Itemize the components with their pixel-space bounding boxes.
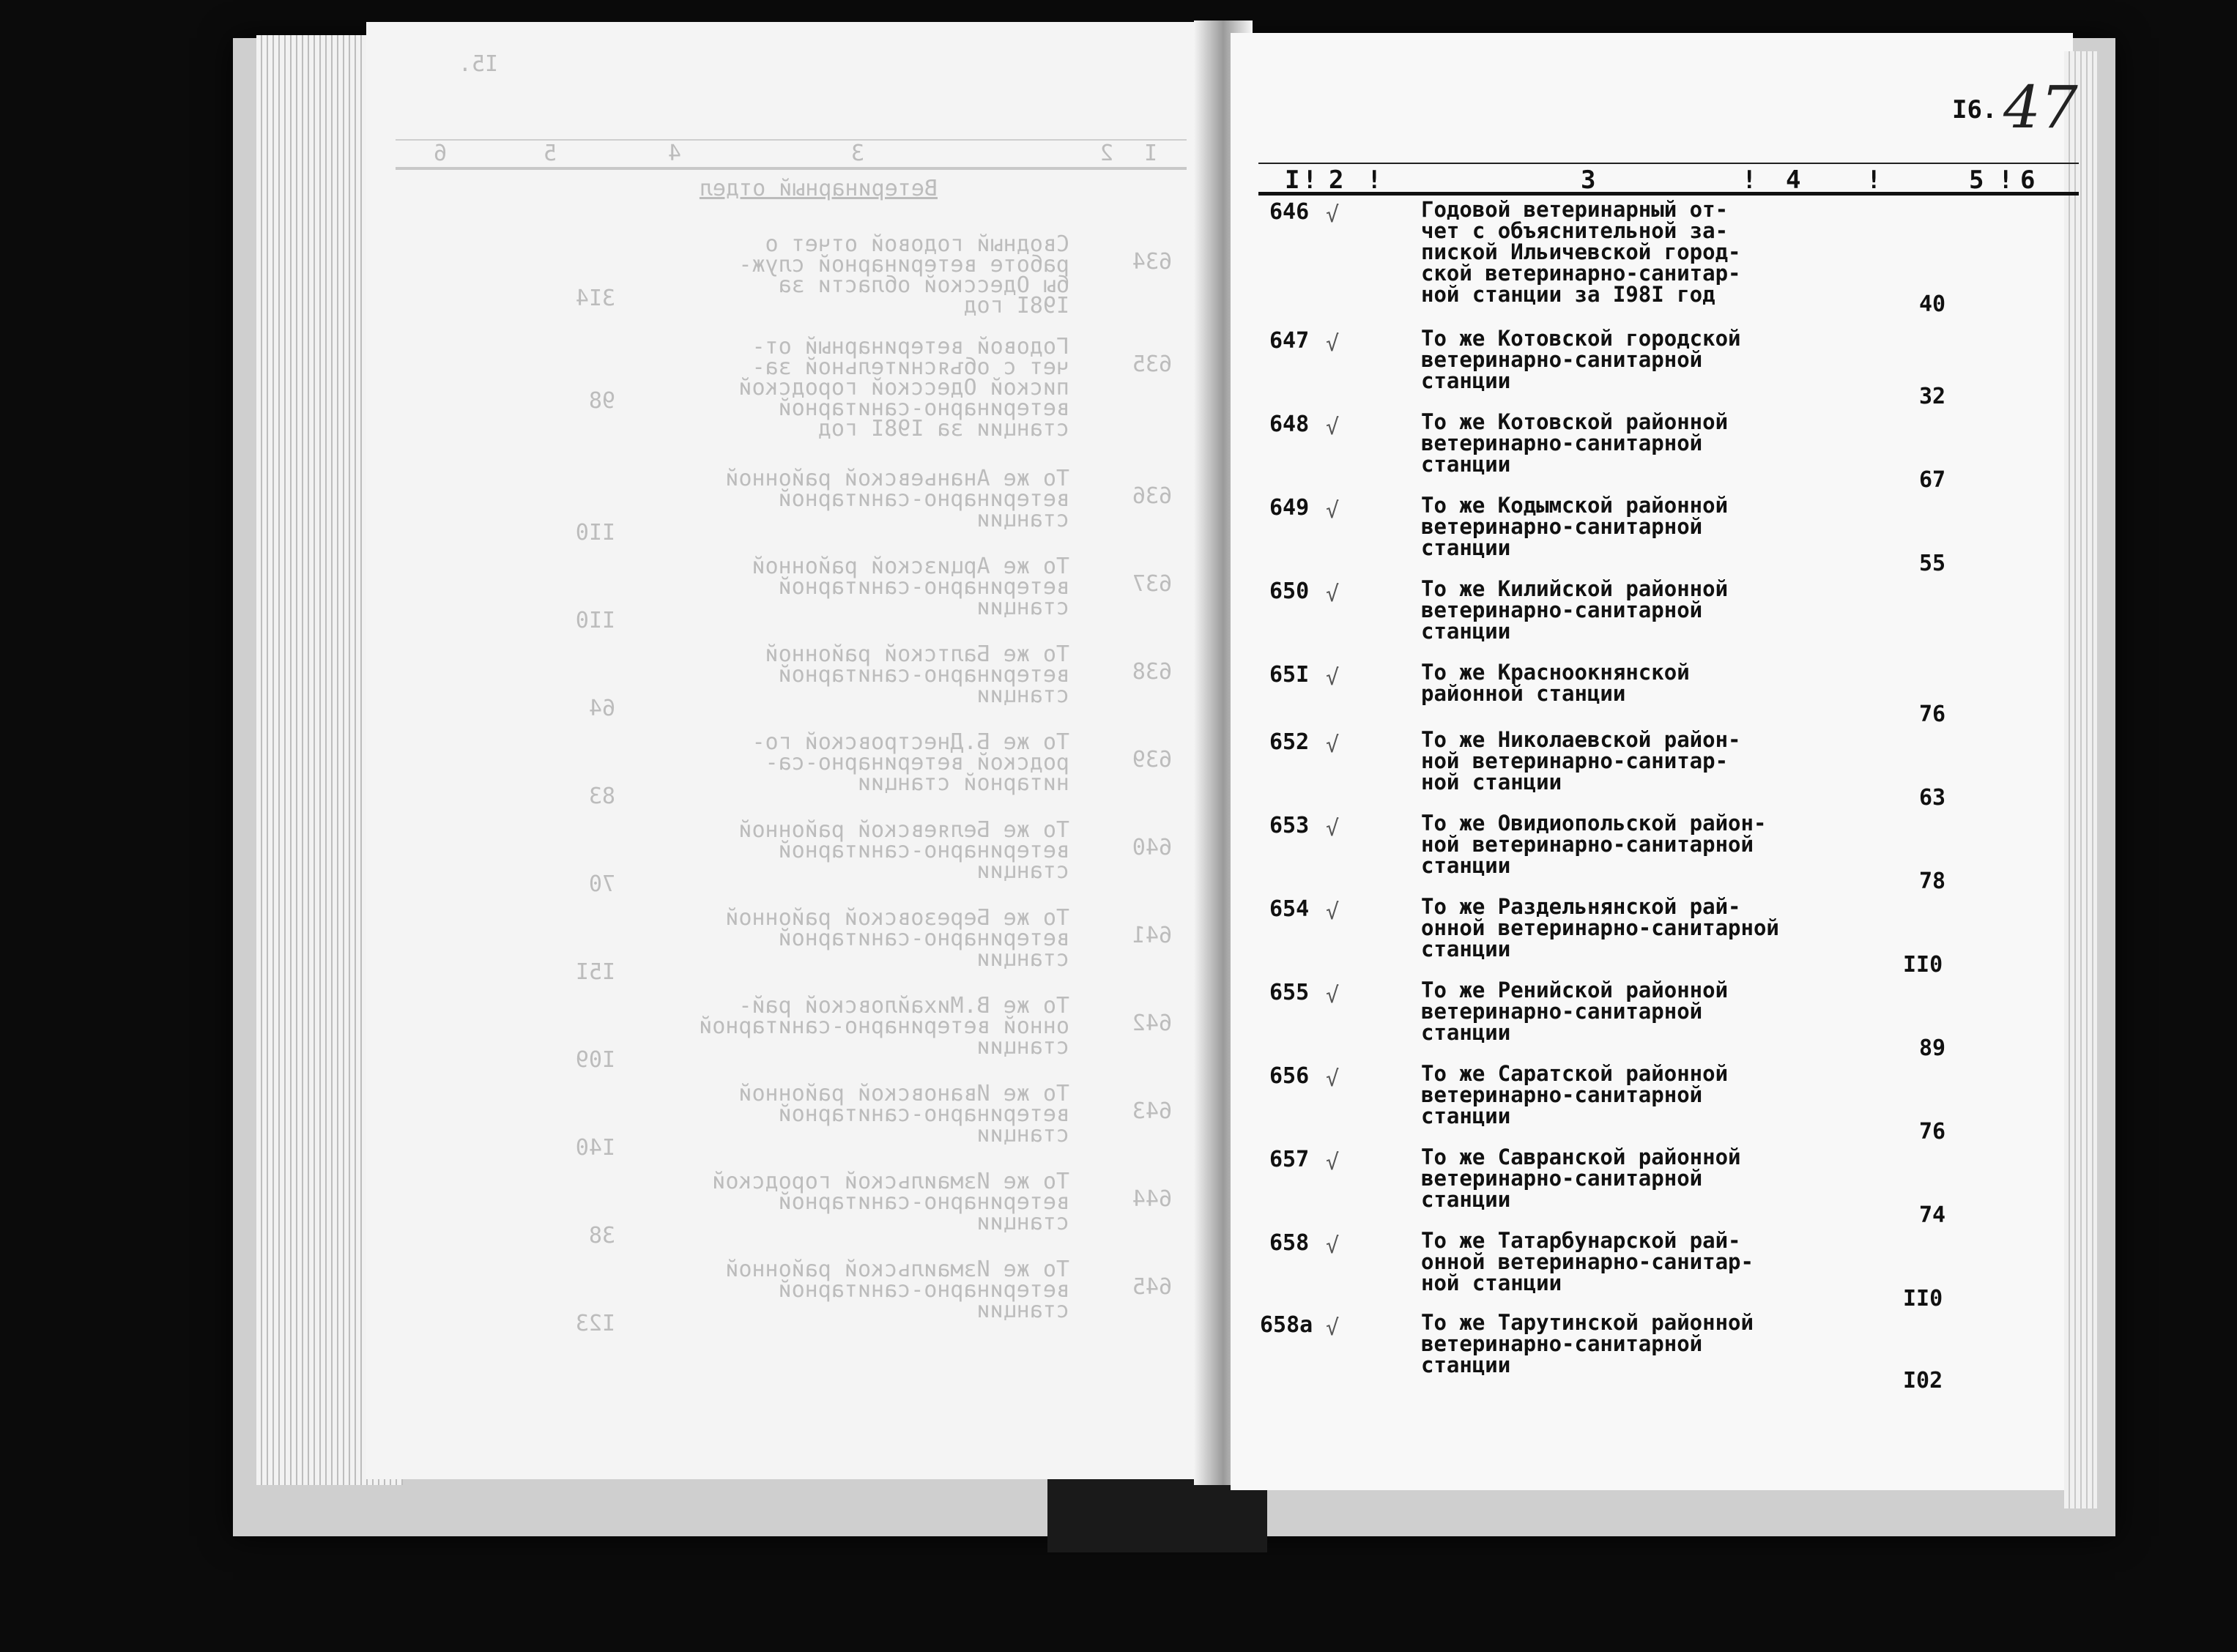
left-header-col: 4 bbox=[667, 141, 681, 166]
header-row: I ! 2 ! 3 ! 4 ! 5 ! 6 bbox=[1258, 163, 2079, 196]
left-page bbox=[366, 22, 1216, 1479]
left-entry-description: То же Арцизской районной ветеринарно-санитарной станции bbox=[752, 554, 1069, 620]
checkmark-icon: √ bbox=[1326, 1315, 1340, 1341]
entry-number: 646 bbox=[1269, 199, 1310, 225]
left-header-col: 5 bbox=[543, 141, 557, 166]
entry-sheet-count: 78 bbox=[1919, 868, 1946, 894]
entry-description: То же Тарутинской районной ветеринарно-санитарной станции bbox=[1421, 1310, 1754, 1377]
left-entry-number: 644 bbox=[1132, 1186, 1172, 1212]
entry-sheet-count: 32 bbox=[1919, 384, 1946, 409]
left-entry-number: 634 bbox=[1132, 249, 1172, 275]
checkmark-icon: √ bbox=[1326, 899, 1340, 925]
header-col-5: 5 bbox=[1969, 165, 1984, 195]
left-header-col: 6 bbox=[433, 141, 447, 166]
entry-sheet-count: II0 bbox=[1903, 952, 1943, 978]
checkmark-icon: √ bbox=[1326, 732, 1340, 758]
left-entry-sheet-count: 83 bbox=[588, 784, 615, 809]
checkmark-icon: √ bbox=[1326, 816, 1340, 841]
entry-description: То же Красноокнянской районной станции bbox=[1421, 660, 1690, 706]
checkmark-icon: √ bbox=[1326, 1066, 1340, 1092]
checkmark-icon: √ bbox=[1326, 665, 1340, 691]
left-folio: I5. bbox=[458, 51, 498, 77]
left-header-row bbox=[396, 139, 1187, 170]
left-entry-description: То же Измаильской районной ветеринарно-санитарной станции bbox=[725, 1257, 1069, 1323]
left-entry-number: 643 bbox=[1132, 1098, 1172, 1124]
left-entry-sheet-count: II0 bbox=[575, 608, 615, 633]
left-entry-sheet-count: 3I4 bbox=[575, 286, 615, 311]
folio-printed: I6. bbox=[1952, 95, 1997, 124]
checkmark-icon: √ bbox=[1326, 414, 1340, 440]
left-entry-description: То же Ивановской районной ветеринарно-санитарной станции bbox=[738, 1081, 1069, 1147]
left-entry-sheet-count: 70 bbox=[588, 871, 615, 897]
header-col-2: 2 bbox=[1329, 165, 1344, 195]
left-entry-sheet-count: I40 bbox=[575, 1135, 615, 1161]
checkmark-icon: √ bbox=[1326, 331, 1340, 357]
entry-description: То же Татарбунарской рай- онной ветеринарно-санитар- ной станции bbox=[1421, 1228, 1754, 1295]
left-entry-number: 635 bbox=[1132, 351, 1172, 377]
entry-number: 658 bbox=[1269, 1230, 1310, 1256]
left-header-col: 3 bbox=[850, 141, 864, 166]
entry-sheet-count: 74 bbox=[1919, 1202, 1946, 1228]
entry-description: То же Килийской районной ветеринарно-санитарной станции bbox=[1421, 576, 1729, 644]
left-entry-description: То же В.Михайловской рай- онной ветеринарно-санитарной станции bbox=[699, 993, 1069, 1060]
entry-sheet-count: 89 bbox=[1919, 1035, 1946, 1061]
header-col-4: 4 bbox=[1786, 165, 1801, 195]
entry-number: 649 bbox=[1269, 495, 1310, 521]
left-entry-sheet-count: I23 bbox=[575, 1311, 615, 1336]
entry-sheet-count: 55 bbox=[1919, 551, 1946, 576]
left-entry-sheet-count: 98 bbox=[588, 388, 615, 414]
left-entry-sheet-count: 38 bbox=[588, 1223, 615, 1249]
left-entry-number: 645 bbox=[1132, 1274, 1172, 1300]
entry-description: То же Саратской районной ветеринарно-санитарной станции bbox=[1421, 1061, 1729, 1128]
entry-number: 65I bbox=[1269, 662, 1310, 688]
left-page-bleedthrough bbox=[366, 22, 1216, 1479]
entry-sheet-count: 76 bbox=[1919, 1119, 1946, 1145]
left-entry-description: То же Ананьевской районной ветеринарно-санитарной станции bbox=[725, 466, 1069, 532]
entry-description: То же Котовской городской ветеринарно-санитарной станции bbox=[1421, 326, 1741, 393]
left-entry-description: То же Б.Днестровской го- родской ветеринарно-са- нитарной станции bbox=[752, 729, 1069, 796]
entry-description: То же Ренийской районной ветеринарно-санитарной станции bbox=[1421, 978, 1729, 1045]
entry-number: 657 bbox=[1269, 1147, 1310, 1172]
left-entry-number: 640 bbox=[1132, 835, 1172, 860]
entry-description: То же Николаевской район- ной ветеринарно-санитар- ной станции bbox=[1421, 727, 1741, 795]
checkmark-icon: √ bbox=[1326, 581, 1340, 607]
left-entry-number: 638 bbox=[1132, 659, 1172, 685]
left-entry-description: Годовой ветеринарный от- чет с объяснительной за- пиской Одесской городской ветеринарно-санитарной станции за I98I год bbox=[738, 334, 1069, 442]
checkmark-icon: √ bbox=[1326, 202, 1340, 228]
left-entry-description: Сводный годовой отчет о работе ветеринарной служ- бы Одесской области за I98I год bbox=[738, 231, 1069, 319]
entry-sheet-count: I02 bbox=[1903, 1368, 1943, 1394]
left-entry-number: 642 bbox=[1132, 1011, 1172, 1036]
left-entry-number: 637 bbox=[1132, 571, 1172, 597]
entry-sheet-count: 67 bbox=[1919, 467, 1946, 493]
left-entry-sheet-count: II0 bbox=[575, 520, 615, 546]
left-entry-sheet-count: 64 bbox=[588, 696, 615, 721]
left-header-col: 2 bbox=[1099, 141, 1113, 166]
left-header-col: I bbox=[1143, 141, 1157, 166]
entry-number: 653 bbox=[1269, 813, 1310, 838]
checkmark-icon: √ bbox=[1326, 983, 1340, 1008]
entry-number: 652 bbox=[1269, 729, 1310, 755]
entry-number: 654 bbox=[1269, 896, 1310, 922]
entry-description: То же Савранской районной ветеринарно-санитарной станции bbox=[1421, 1145, 1741, 1212]
checkmark-icon: √ bbox=[1326, 498, 1340, 524]
entry-number: 655 bbox=[1269, 980, 1310, 1005]
entry-description: То же Котовской районной ветеринарно-санитарной станции bbox=[1421, 409, 1729, 477]
left-entry-sheet-count: I09 bbox=[575, 1047, 615, 1073]
folio-handwritten: 47 bbox=[2003, 73, 2078, 141]
entry-number: 658а bbox=[1260, 1312, 1313, 1338]
left-entry-description: То же Балтской районной ветеринарно-санитарной станции bbox=[765, 641, 1069, 708]
left-entry-number: 636 bbox=[1132, 483, 1172, 509]
checkmark-icon: √ bbox=[1326, 1150, 1340, 1175]
entry-sheet-count: 76 bbox=[1919, 702, 1946, 727]
entry-number: 650 bbox=[1269, 578, 1310, 604]
left-entry-sheet-count: I5I bbox=[575, 959, 615, 985]
entry-number: 656 bbox=[1269, 1063, 1310, 1089]
header-col-1: I bbox=[1285, 165, 1300, 195]
left-entry-number: 641 bbox=[1132, 923, 1172, 948]
entry-description: Годовой ветеринарный от- чет с объяснительной за- пиской Ильичевской город- ской ветеринарно-санитар- ной станции за I98I год bbox=[1421, 197, 1741, 307]
entry-number: 647 bbox=[1269, 328, 1310, 354]
left-entry-description: То же Березовской районной ветеринарно-санитарной станции bbox=[725, 905, 1069, 972]
entry-sheet-count: 63 bbox=[1919, 785, 1946, 811]
left-entry-description: То же Беляевской районной ветеринарно-санитарной станции bbox=[738, 817, 1069, 884]
left-entry-number: 639 bbox=[1132, 747, 1172, 773]
page-stack-right bbox=[2064, 51, 2097, 1508]
entry-description: То же Овидиопольской район- ной ветеринарно-санитарной станции bbox=[1421, 811, 1767, 878]
entry-sheet-count: 40 bbox=[1919, 291, 1946, 317]
left-entry-description: То же Измаильской городской ветеринарно-санитарной станции bbox=[712, 1169, 1069, 1235]
entry-description: То же Кодымской районной ветеринарно-санитарной станции bbox=[1421, 493, 1729, 560]
entry-description: То же Раздельнянской рай- онной ветеринарно-санитарной станции bbox=[1421, 894, 1779, 961]
entry-number: 648 bbox=[1269, 412, 1310, 437]
left-section-title: Ветеринарный отдел bbox=[699, 176, 938, 201]
checkmark-icon: √ bbox=[1326, 1233, 1340, 1259]
header-col-6: 6 bbox=[2020, 165, 2036, 195]
header-col-3: 3 bbox=[1581, 165, 1596, 195]
entry-sheet-count: II0 bbox=[1903, 1286, 1943, 1311]
